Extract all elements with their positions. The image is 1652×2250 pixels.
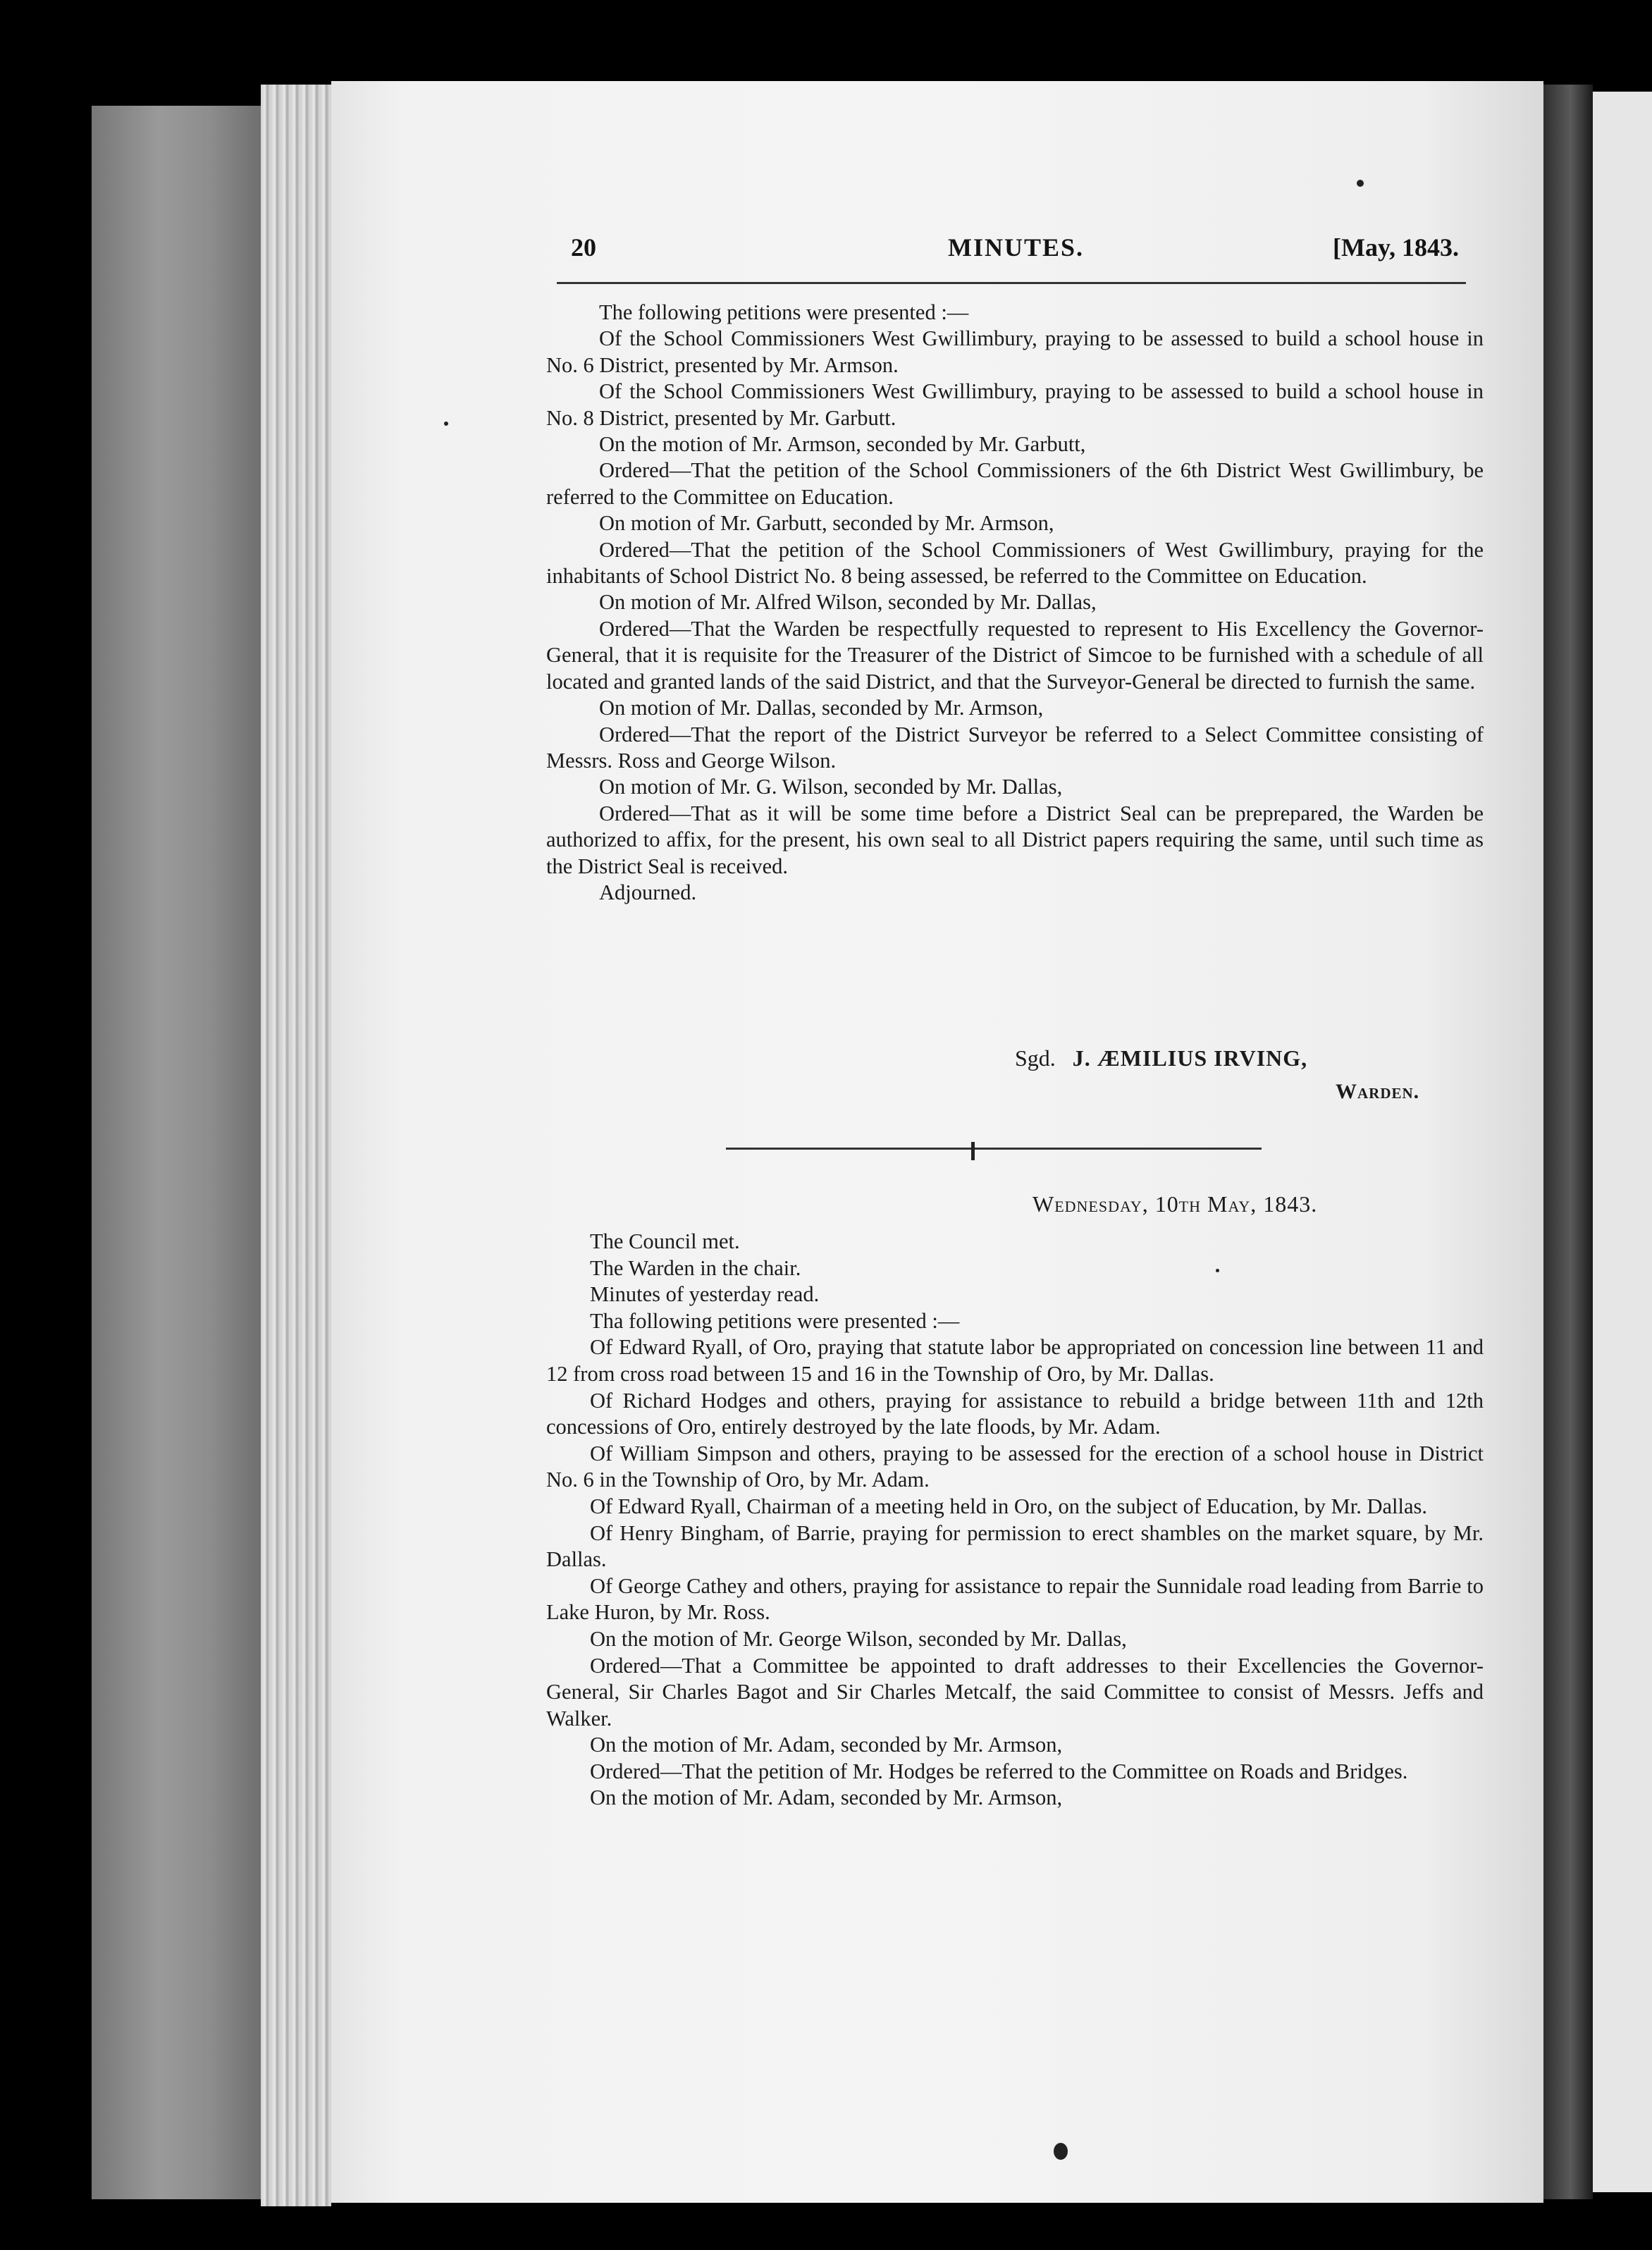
paragraph: Adjourned. — [599, 880, 697, 904]
scan-speck — [1216, 1269, 1219, 1272]
book-cover-left — [92, 106, 261, 2199]
paragraph: On the motion of Mr. Adam, seconded by Mr. Armson, — [590, 1733, 1063, 1757]
scan-speck — [444, 422, 448, 426]
paragraph: Tha following petitions were presented :— — [590, 1308, 960, 1333]
paragraph: Of Henry Bingham, of Barrie, praying for permission to erect shambles on the market square, by Mr. Dallas. — [546, 1520, 1484, 1572]
facing-page-edge — [1593, 92, 1652, 2192]
signature-line — [1015, 1045, 1307, 1071]
paragraph: On the motion of Mr. Adam, seconded by Mr. Armson, — [590, 1785, 1063, 1810]
paragraph: Ordered—That the petition of the School Commissioners of the 6th District West Gwillimbury, be referred to the Committee on Education. — [546, 458, 1484, 509]
paragraph: On the motion of Mr. George Wilson, seconded by Mr. Dallas, — [590, 1626, 1127, 1651]
signature-prefix: Sgd. — [1015, 1045, 1056, 1071]
paragraph: Ordered—That the Warden be respectfully requested to represent to His Excellency the Governor-General, that it is requisite for the Treasurer of the District of Simcoe to be furnished with a schedule of all located and granted lands of the said District, and that the Surveyor-General be directed to furnish the same. — [546, 616, 1484, 694]
divider-mark — [971, 1142, 975, 1160]
signature-title: Warden. — [1336, 1080, 1420, 1103]
paragraph: On motion of Mr. G. Wilson, seconded by Mr. Dallas, — [599, 775, 1063, 799]
scan-speck — [1357, 180, 1364, 187]
paragraph: On motion of Mr. Dallas, seconded by Mr. Armson, — [599, 696, 1044, 720]
paragraph: Minutes of yesterday read. — [590, 1282, 820, 1307]
paragraph: Of Richard Hodges and others, praying for assistance to rebuild a bridge between 11th and 12th concessions of Oro, entirely destroyed by the late floods, by Mr. Adam. — [546, 1388, 1484, 1439]
paragraph: Of William Simpson and others, praying to be assessed for the erection of a school house in District No. 6 in the Township of Oro, by Mr. Adam. — [546, 1441, 1484, 1492]
section-divider — [726, 1148, 1262, 1150]
paragraph: Of the School Commissioners West Gwillimbury, praying to be assessed to build a school house in No. 6 District, presented by Mr. Armson. — [546, 326, 1484, 377]
paragraph: Ordered—That as it will be some time before a District Seal can be preprepared, the Warden be authorized to affix, for the present, his own seal to all District papers requiring the same, until such time as the District Seal is received. — [546, 801, 1484, 878]
minutes-section-1 — [546, 300, 1484, 906]
paragraph: The Warden in the chair. — [590, 1255, 801, 1280]
paragraph: On motion of Mr. Garbutt, seconded by Mr. Armson, — [599, 511, 1054, 536]
signature-name: J. ÆMILIUS IRVING, — [1072, 1045, 1308, 1071]
running-title: MINUTES. — [948, 233, 1085, 262]
header-rule — [557, 282, 1466, 284]
paragraph: Of Edward Ryall, of Oro, praying that statute labor be appropriated on concession line between 11 and 12 from cross road between 15 and 16 in the Township of Oro, by Mr. Dallas. — [546, 1335, 1484, 1386]
paragraph: Ordered—That the report of the District Surveyor be referred to a Select Committee consisting of Messrs. Ross and George Wilson. — [546, 722, 1484, 773]
paragraph: The Council met. — [590, 1229, 740, 1253]
paragraph: Of George Cathey and others, praying for assistance to repair the Sunnidale road leading from Barrie to Lake Huron, by Mr. Ross. — [546, 1573, 1484, 1625]
paragraph: The following petitions were presented :— — [599, 300, 969, 324]
minutes-section-2 — [546, 1229, 1484, 1812]
running-date: [May, 1843. — [1333, 233, 1459, 262]
paragraph: Ordered—That the petition of Mr. Hodges be referred to the Committee on Roads and Bridges. — [590, 1759, 1408, 1783]
paragraph: Of Edward Ryall, Chairman of a meeting held in Oro, on the subject of Education, by Mr. Dallas. — [590, 1494, 1427, 1518]
date-heading: Wednesday, 10th May, 1843. — [1032, 1191, 1318, 1217]
gutter-shadow — [1543, 85, 1593, 2199]
paragraph: Of the School Commissioners West Gwillimbury, praying to be assessed to build a school house in No. 8 District, presented by Mr. Garbutt. — [546, 379, 1484, 430]
paragraph: On motion of Mr. Alfred Wilson, seconded by Mr. Dallas, — [599, 590, 1097, 615]
page-number: 20 — [571, 233, 596, 262]
running-head — [557, 233, 1459, 268]
paragraph: Ordered—That the petition of the School Commissioners of West Gwillimbury, praying for the inhabitants of School District No. 8 being assessed, be referred to the Committee on Education. — [546, 537, 1484, 589]
scan-speck — [1054, 2143, 1068, 2160]
paragraph: Ordered—That a Committee be appointed to draft addresses to their Excellencies the Governor-General, Sir Charles Bagot and Sir Charles Metcalf, the said Committee to consist of Messrs. Jeffs and Walker. — [546, 1653, 1484, 1730]
page-edges — [261, 85, 331, 2206]
paragraph: On the motion of Mr. Armson, seconded by Mr. Garbutt, — [599, 432, 1086, 457]
